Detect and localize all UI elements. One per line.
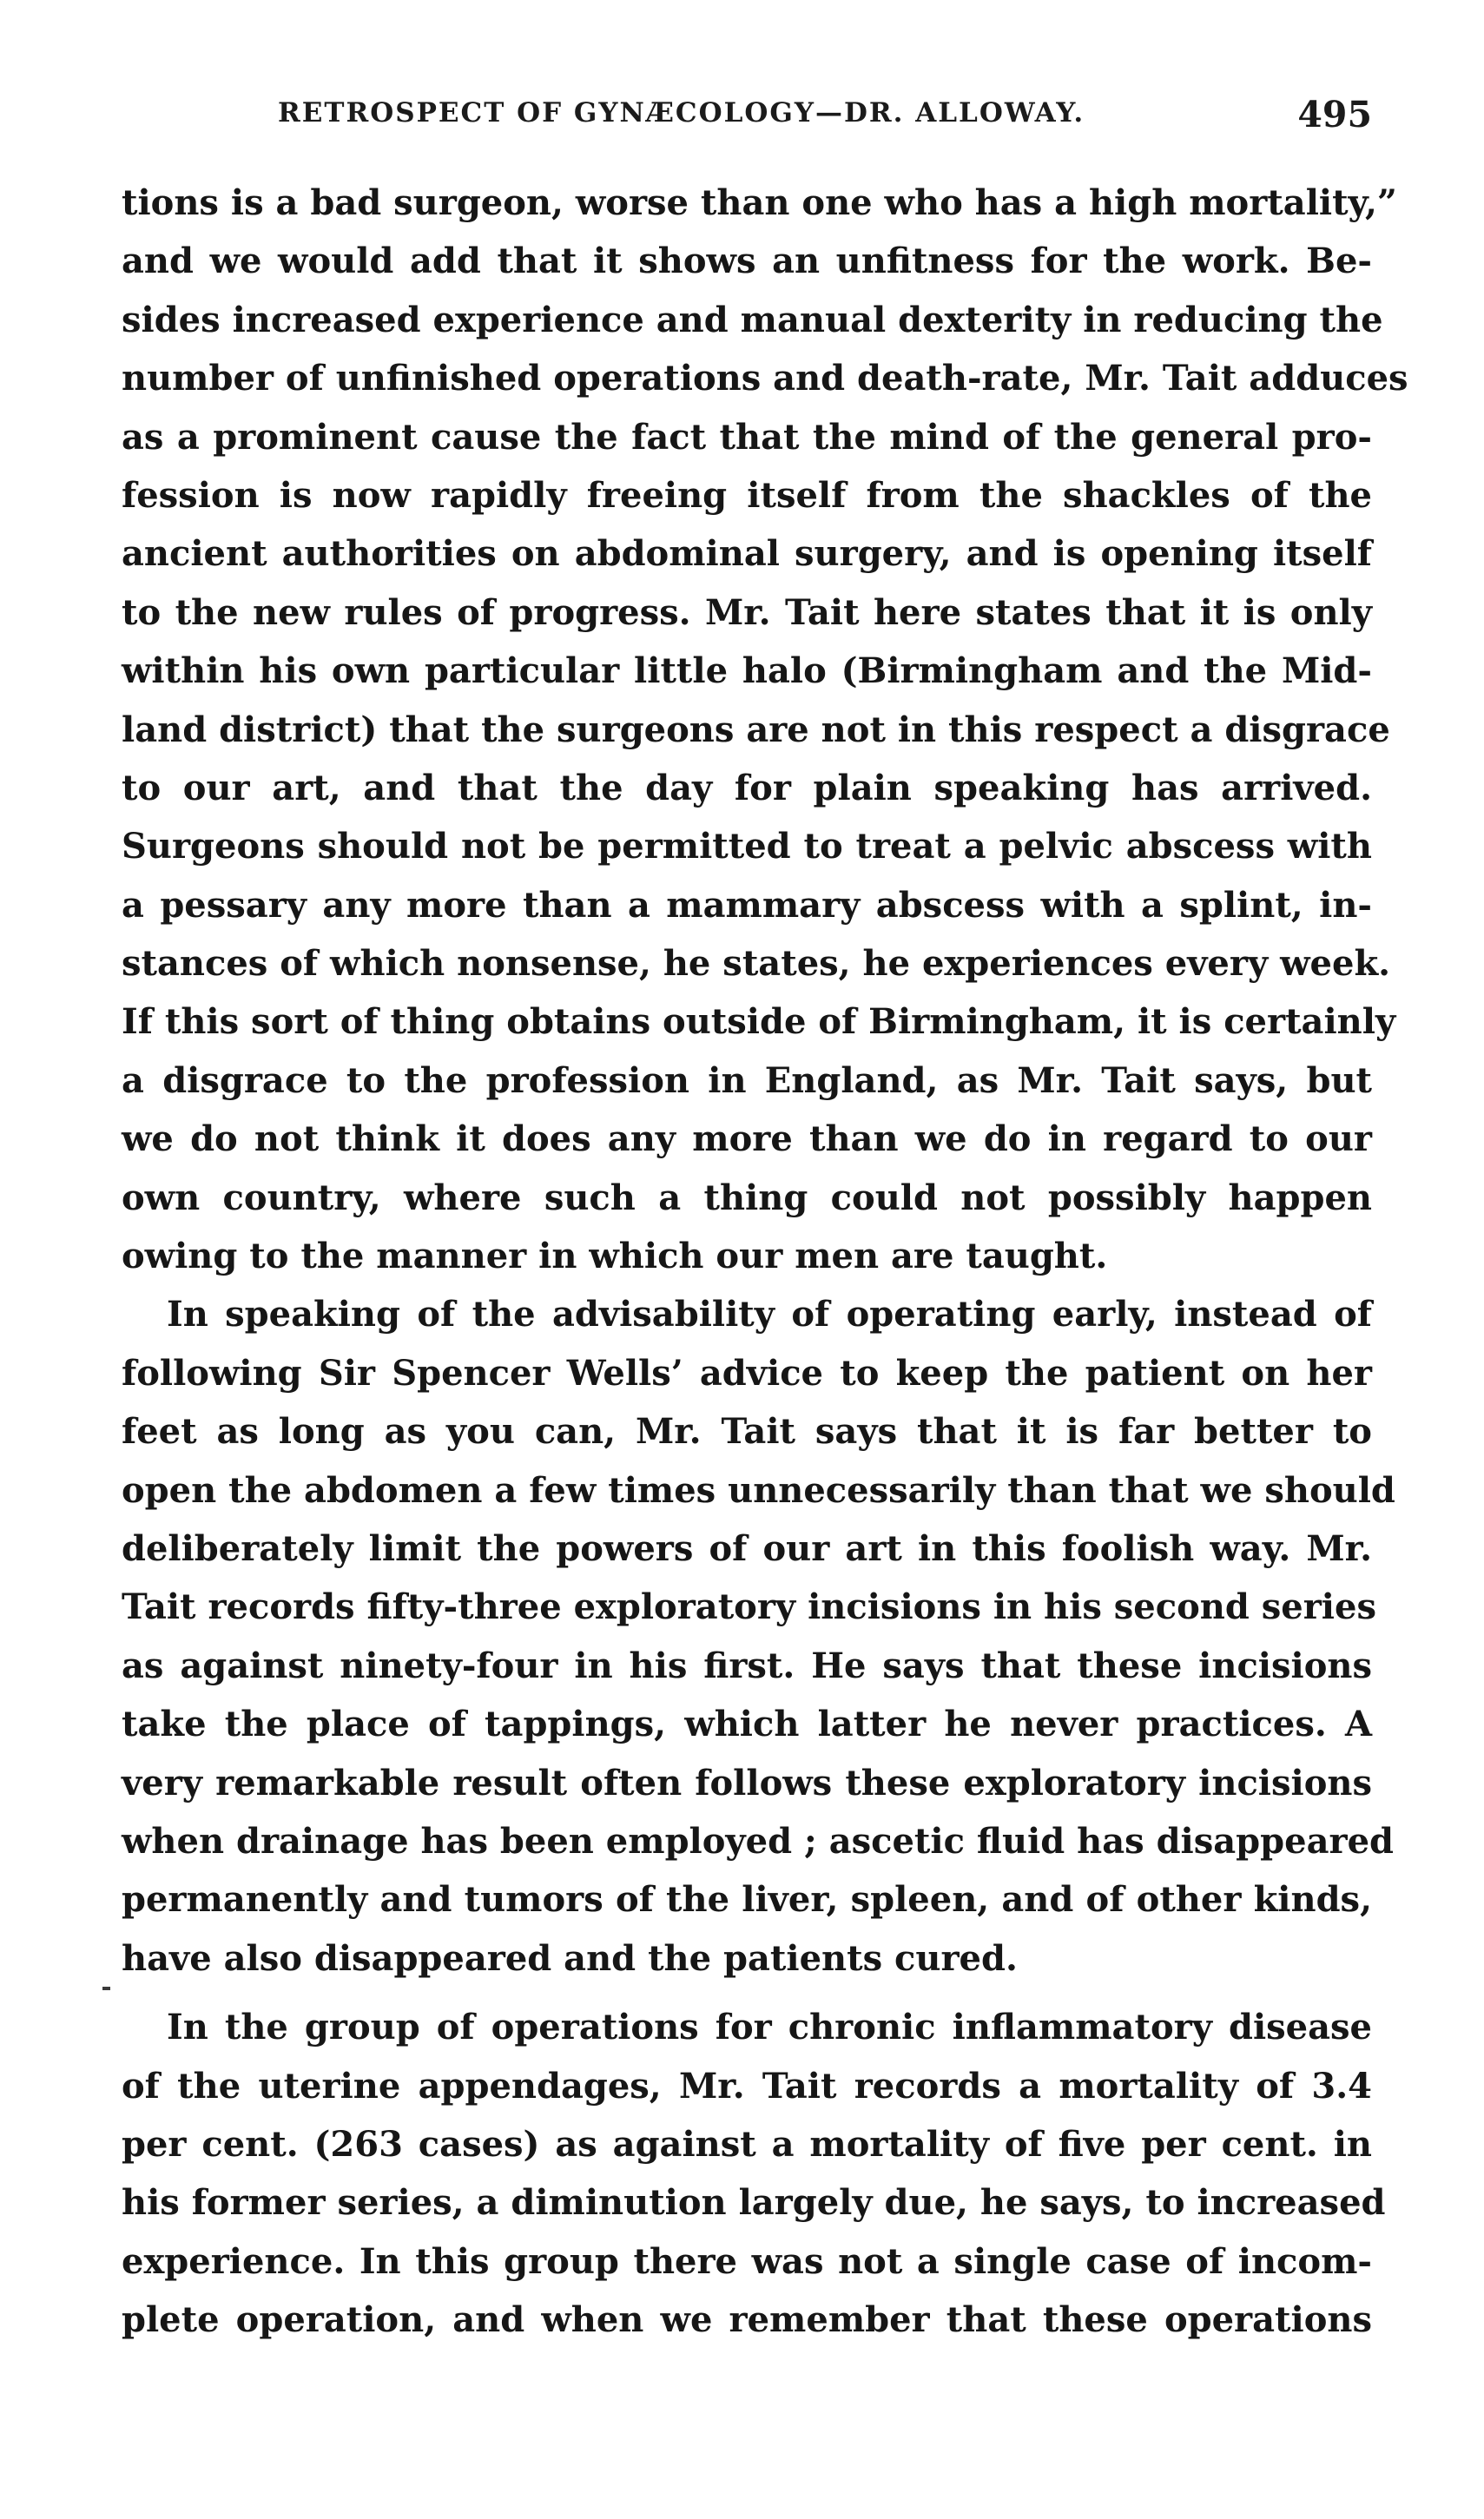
text-line: deliberately limit the powers of our art in this foolish way. Mr.	[122, 1527, 1372, 1569]
text-line: as a prominent cause the fact that the mind of the general pro-	[122, 416, 1372, 458]
text-line: a disgrace to the profession in England, as Mr. Tait says, but	[122, 1059, 1372, 1101]
text-line: experience. In this group there was not a single case of incom-	[122, 2240, 1372, 2282]
text-line: of the uterine appendages, Mr. Tait records a mortality of 3.4	[122, 2065, 1372, 2107]
text-line: plete operation, and when we remember that these operations	[122, 2299, 1372, 2341]
text-line: take the place of tappings, which latter he never practices. A	[122, 1704, 1372, 1745]
paragraph-3	[122, 1998, 1386, 2349]
text-line: sides increased experience and manual dexterity in reducing the	[122, 299, 1383, 340]
running-head-title: RETROSPECT OF GYNÆCOLOGY—DR. ALLOWAY.	[278, 97, 1085, 129]
text-line: very remarkable result often follows these exploratory incisions	[122, 1762, 1372, 1804]
text-line: have also disappeared and the patients cured.	[122, 1937, 1018, 1979]
text-line: owing to the manner in which our men are taught.	[122, 1236, 1108, 1277]
text-line: own country, where such a thing could not possibly happen	[122, 1177, 1372, 1218]
text-line: ancient authorities on abdominal surgery, and is opening itself	[122, 533, 1372, 575]
text-line: to our art, and that the day for plain speaking has arrived.	[122, 767, 1372, 808]
text-line: as against ninety-four in his first. He says that these incisions	[122, 1645, 1372, 1686]
text-line: following Sir Spencer Wells’ advice to keep the patient on her	[122, 1352, 1372, 1394]
paragraph-2	[122, 1285, 1395, 1988]
body-text	[122, 174, 1408, 2349]
paragraph-1	[122, 174, 1408, 1285]
text-line: within his own particular little halo (Birmingham and the Mid-	[122, 650, 1372, 692]
text-line: to the new rules of progress. Mr. Tait here states that it is only	[122, 591, 1372, 633]
text-line: number of unfinished operations and death-rate, Mr. Tait adduces	[122, 358, 1408, 399]
text-line: stances of which nonsense, he states, he experiences every week.	[122, 943, 1391, 985]
text-line: open the abdomen a few times unnecessarily than that we should	[122, 1469, 1395, 1511]
running-head	[122, 94, 1372, 149]
text-line: when drainage has been employed ; ascetic fluid has disappeared	[122, 1820, 1394, 1862]
page-number: 495	[1297, 94, 1372, 135]
margin-mark	[102, 1987, 110, 1990]
text-line: tions is a bad surgeon, worse than one who has a high mortality,”	[122, 182, 1397, 223]
text-line: a pessary any more than a mammary abscess with a splint, in-	[122, 884, 1372, 926]
text-line: per cent. (263 cases) as against a mortality of five per cent. in	[122, 2123, 1372, 2165]
text-line: fession is now rapidly freeing itself from the shackles of the	[122, 474, 1372, 516]
text-line: If this sort of thing obtains outside of Birmingham, it is certainly	[122, 1001, 1396, 1043]
text-line: Tait records fifty-three exploratory incisions in his second series	[122, 1586, 1376, 1628]
text-line: permanently and tumors of the liver, spleen, and of other kinds,	[122, 1879, 1372, 1921]
text-line: In the group of operations for chronic inflammatory disease	[167, 2007, 1372, 2048]
text-line: and we would add that it shows an unfitness for the work. Be-	[122, 241, 1372, 282]
text-line: land district) that the surgeons are not in this respect a disgrace	[122, 709, 1390, 750]
text-line: Surgeons should not be permitted to treat a pelvic abscess with	[122, 826, 1372, 867]
text-line: we do not think it does any more than we do in regard to our	[122, 1118, 1372, 1160]
text-line: his former series, a diminution largely due, he says, to increased	[122, 2182, 1386, 2224]
paragraph-spacer	[122, 1988, 1372, 1998]
text-line: feet as long as you can, Mr. Tait says that it is far better to	[122, 1411, 1372, 1453]
text-line: In speaking of the advisability of operating early, instead of	[167, 1294, 1372, 1335]
